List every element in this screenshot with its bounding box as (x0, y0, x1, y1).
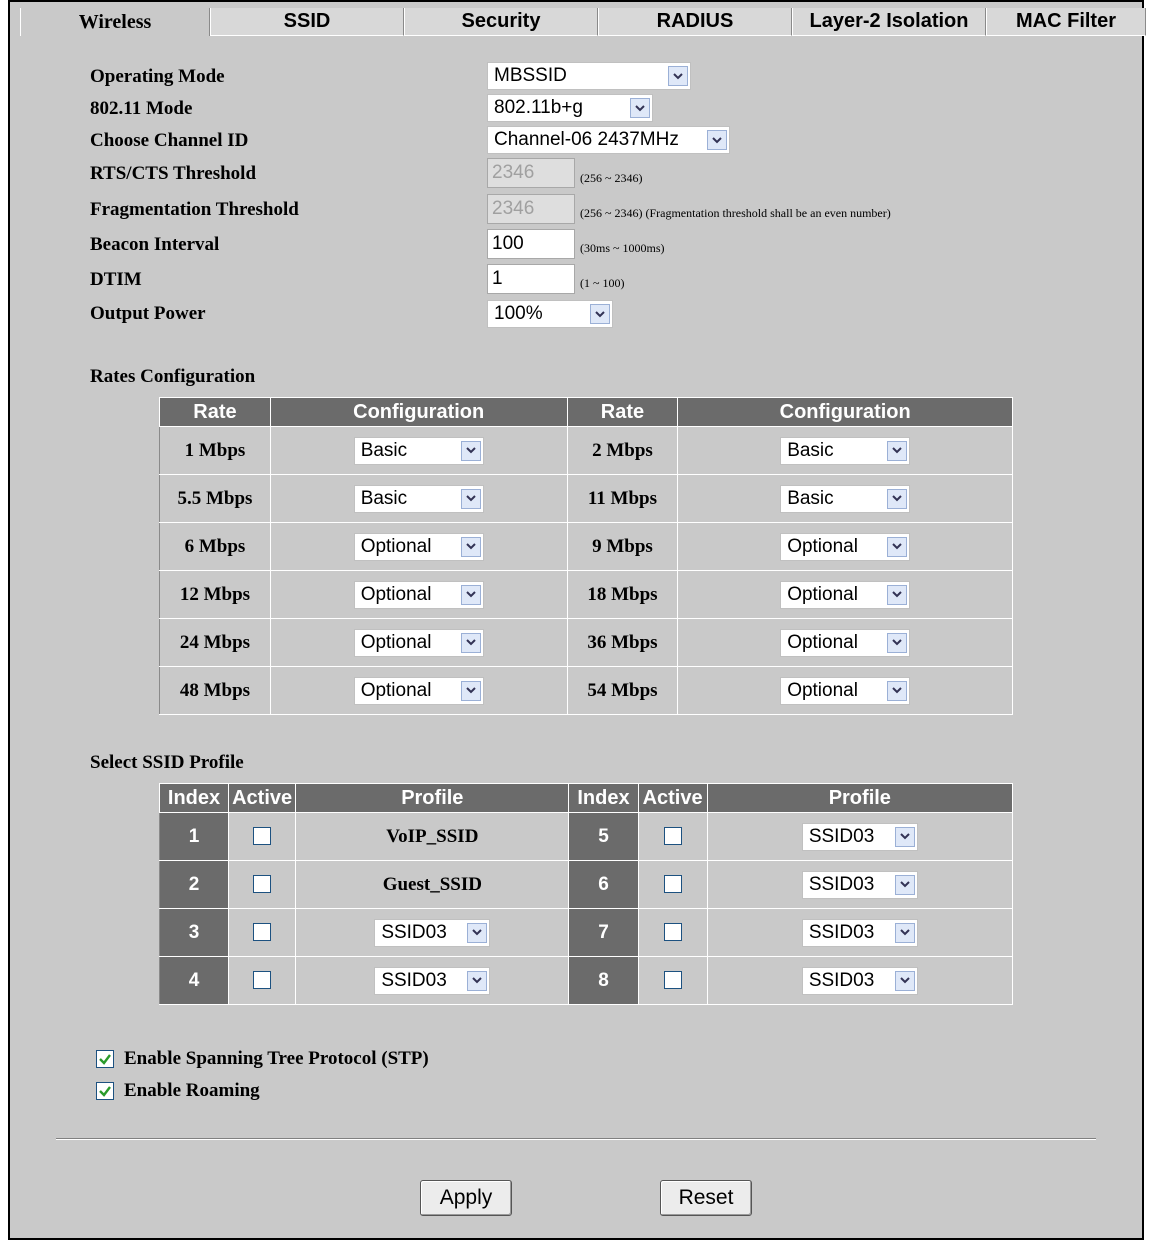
rates-row (160, 571, 1013, 619)
rate-label: 48 Mbps (160, 667, 271, 715)
chevron-down-icon (461, 537, 481, 557)
rate-config-cell (678, 571, 1013, 619)
profile-select-value: SSID03 (808, 825, 875, 847)
chevron-down-icon (461, 633, 481, 653)
beacon-label: Beacon Interval (90, 234, 220, 255)
ssid-row (160, 813, 1013, 861)
profile-index: 8 (569, 957, 638, 1005)
active-checkbox[interactable] (664, 875, 682, 893)
rates-table (159, 397, 1013, 715)
profile-cell (707, 957, 1012, 1005)
chevron-down-icon (461, 489, 481, 509)
dtim-input[interactable]: 1 (487, 264, 575, 294)
stp-label: Enable Spanning Tree Protocol (STP) (124, 1048, 429, 1069)
active-cell (229, 957, 296, 1005)
rate-config-select[interactable] (780, 485, 910, 513)
profile-select[interactable] (374, 919, 490, 947)
profile-cell (296, 909, 569, 957)
active-checkbox[interactable] (253, 827, 271, 845)
chevron-down-icon (707, 130, 727, 150)
rate-config-cell (270, 667, 567, 715)
rate-config-select-value: Optional (360, 631, 432, 653)
roaming-option[interactable] (96, 1080, 260, 1102)
mode-80211-label: 802.11 Mode (90, 98, 193, 119)
chevron-down-icon (461, 441, 481, 461)
rates-section-title: Rates Configuration (90, 366, 256, 387)
rate-label: 12 Mbps (160, 571, 271, 619)
profile-cell (296, 861, 569, 909)
chevron-down-icon (467, 971, 487, 991)
ssid-row (160, 957, 1013, 1005)
active-cell (638, 957, 707, 1005)
tab-wireless[interactable]: Wireless (20, 8, 210, 36)
rate-config-select[interactable] (354, 437, 484, 465)
active-checkbox[interactable] (253, 875, 271, 893)
chevron-down-icon (895, 971, 915, 991)
tab-ssid[interactable]: SSID (210, 8, 404, 36)
profile-index: 2 (160, 861, 229, 909)
profile-cell (707, 909, 1012, 957)
rate-config-select-value: Optional (360, 583, 432, 605)
profile-select[interactable] (802, 967, 918, 995)
rate-label: 9 Mbps (567, 523, 678, 571)
rates-header-rate: Rate (567, 398, 678, 427)
power-value: 100% (494, 303, 543, 324)
chevron-down-icon (887, 681, 907, 701)
profile-select-value: SSID03 (381, 921, 447, 943)
tab-security[interactable]: Security (404, 8, 598, 36)
rate-label: 6 Mbps (160, 523, 271, 571)
rates-header-configuration: Configuration (270, 398, 567, 427)
rate-config-cell (270, 571, 567, 619)
tab-mac-filter[interactable]: MAC Filter (986, 8, 1146, 36)
profile-index: 1 (160, 813, 229, 861)
rts-label: RTS/CTS Threshold (90, 163, 257, 184)
ssid-header-active: Active (638, 784, 707, 813)
profile-index: 3 (160, 909, 229, 957)
dtim-hint: (1 ~ 100) (580, 276, 625, 290)
active-cell (229, 813, 296, 861)
chevron-down-icon (887, 537, 907, 557)
reset-button[interactable]: Reset (660, 1180, 752, 1216)
active-checkbox[interactable] (664, 827, 682, 845)
chevron-down-icon (887, 441, 907, 461)
rate-config-select-value: Optional (787, 583, 858, 605)
channel-label: Choose Channel ID (90, 130, 249, 151)
rate-config-select[interactable] (780, 533, 910, 561)
rate-config-cell (678, 427, 1013, 475)
rate-label: 5.5 Mbps (160, 475, 271, 523)
ssid-profile-table (159, 783, 1013, 1005)
profile-cell (296, 957, 569, 1005)
checkmark-icon (97, 1051, 113, 1067)
rate-config-select-value: Basic (787, 487, 834, 509)
profile-cell (707, 813, 1012, 861)
rate-config-select-value: Optional (787, 631, 858, 653)
rate-config-cell (270, 619, 567, 667)
rate-config-cell (270, 523, 567, 571)
rates-header-rate: Rate (160, 398, 271, 427)
profile-name: Guest_SSID (382, 873, 482, 895)
profile-select-value: SSID03 (808, 873, 875, 895)
rate-config-select-value: Optional (787, 535, 858, 557)
profile-select-value: SSID03 (808, 969, 875, 991)
active-checkbox[interactable] (253, 923, 271, 941)
rate-config-select[interactable] (354, 677, 484, 705)
channel-value: Channel-06 2437MHz (494, 129, 679, 150)
profile-index: 4 (160, 957, 229, 1005)
rate-label: 11 Mbps (567, 475, 678, 523)
ssid-section-title: Select SSID Profile (90, 752, 244, 773)
profile-select[interactable] (802, 919, 918, 947)
active-cell (638, 861, 707, 909)
chevron-down-icon (895, 875, 915, 895)
ssid-header-active: Active (229, 784, 296, 813)
checkmark-icon (97, 1083, 113, 1099)
ssid-header-index: Index (569, 784, 638, 813)
rate-config-select-value: Optional (360, 679, 432, 701)
profile-select[interactable] (802, 823, 918, 851)
rate-config-select[interactable] (780, 677, 910, 705)
frag-label: Fragmentation Threshold (90, 199, 299, 220)
mode-80211-value: 802.11b+g (494, 97, 583, 118)
active-cell (638, 813, 707, 861)
chevron-down-icon (887, 489, 907, 509)
divider (56, 1138, 1096, 1140)
roaming-label: Enable Roaming (124, 1080, 260, 1101)
rate-label: 36 Mbps (567, 619, 678, 667)
rate-config-select[interactable] (354, 629, 484, 657)
chevron-down-icon (461, 585, 481, 605)
rate-config-select-value: Optional (360, 535, 432, 557)
chevron-down-icon (668, 66, 688, 86)
rts-input[interactable]: 2346 (487, 158, 575, 188)
rate-config-cell (270, 475, 567, 523)
channel-select[interactable] (487, 126, 730, 154)
stp-option[interactable] (96, 1048, 429, 1070)
active-checkbox[interactable] (253, 971, 271, 989)
frag-input[interactable]: 2346 (487, 194, 575, 224)
chevron-down-icon (630, 98, 650, 118)
rate-config-cell (678, 523, 1013, 571)
profile-name: VoIP_SSID (386, 825, 479, 847)
ssid-header-index: Index (160, 784, 229, 813)
rates-row (160, 523, 1013, 571)
profile-select-value: SSID03 (808, 921, 875, 943)
rate-config-select[interactable] (780, 629, 910, 657)
operating-mode-select[interactable] (487, 62, 691, 90)
operating-mode-label: Operating Mode (90, 66, 225, 87)
rate-config-cell (678, 475, 1013, 523)
active-cell (229, 861, 296, 909)
roaming-checkbox[interactable] (96, 1082, 114, 1100)
chevron-down-icon (887, 585, 907, 605)
rate-config-select[interactable] (780, 437, 910, 465)
rate-label: 1 Mbps (160, 427, 271, 475)
ssid-header-profile: Profile (707, 784, 1012, 813)
dtim-label: DTIM (90, 269, 142, 290)
active-checkbox[interactable] (664, 971, 682, 989)
tab-bar (20, 8, 1146, 36)
operating-mode-value: MBSSID (494, 65, 567, 86)
chevron-down-icon (590, 304, 610, 324)
rates-row (160, 619, 1013, 667)
rate-label: 2 Mbps (567, 427, 678, 475)
ssid-row (160, 909, 1013, 957)
rate-config-cell (678, 667, 1013, 715)
active-cell (229, 909, 296, 957)
profile-index: 5 (569, 813, 638, 861)
rates-row (160, 667, 1013, 715)
apply-button[interactable]: Apply (420, 1180, 512, 1216)
rate-config-select[interactable] (354, 533, 484, 561)
active-checkbox[interactable] (664, 923, 682, 941)
ssid-row (160, 861, 1013, 909)
rate-config-select[interactable] (354, 485, 484, 513)
rates-row (160, 475, 1013, 523)
active-cell (638, 909, 707, 957)
beacon-hint: (30ms ~ 1000ms) (580, 241, 665, 255)
rate-label: 24 Mbps (160, 619, 271, 667)
rate-config-select-value: Basic (360, 487, 408, 509)
profile-index: 6 (569, 861, 638, 909)
tab-radius[interactable]: RADIUS (598, 8, 792, 36)
rts-hint: (256 ~ 2346) (580, 171, 643, 185)
rate-config-select[interactable] (780, 581, 910, 609)
rate-config-cell (678, 619, 1013, 667)
rate-label: 18 Mbps (567, 571, 678, 619)
tab-layer2-isolation[interactable]: Layer-2 Isolation (792, 8, 986, 36)
power-select[interactable] (487, 300, 613, 328)
power-label: Output Power (90, 303, 206, 324)
rates-row (160, 427, 1013, 475)
rate-config-cell (270, 427, 567, 475)
profile-cell (707, 861, 1012, 909)
chevron-down-icon (461, 681, 481, 701)
profile-select[interactable] (802, 871, 918, 899)
chevron-down-icon (895, 827, 915, 847)
profile-cell (296, 813, 569, 861)
beacon-input[interactable]: 100 (487, 229, 575, 259)
chevron-down-icon (467, 923, 487, 943)
rate-label: 54 Mbps (567, 667, 678, 715)
profile-select[interactable] (374, 967, 490, 995)
chevron-down-icon (887, 633, 907, 653)
ssid-header-profile: Profile (296, 784, 569, 813)
rate-config-select-value: Optional (787, 679, 858, 701)
rate-config-select-value: Basic (787, 439, 834, 461)
rate-config-select-value: Basic (360, 439, 408, 461)
mode-80211-select[interactable] (487, 94, 653, 122)
profile-select-value: SSID03 (381, 969, 447, 991)
chevron-down-icon (895, 923, 915, 943)
profile-index: 7 (569, 909, 638, 957)
stp-checkbox[interactable] (96, 1050, 114, 1068)
frag-hint: (256 ~ 2346) (Fragmentation threshold shall be an even number) (580, 206, 891, 220)
rate-config-select[interactable] (354, 581, 484, 609)
rates-header-configuration: Configuration (678, 398, 1013, 427)
